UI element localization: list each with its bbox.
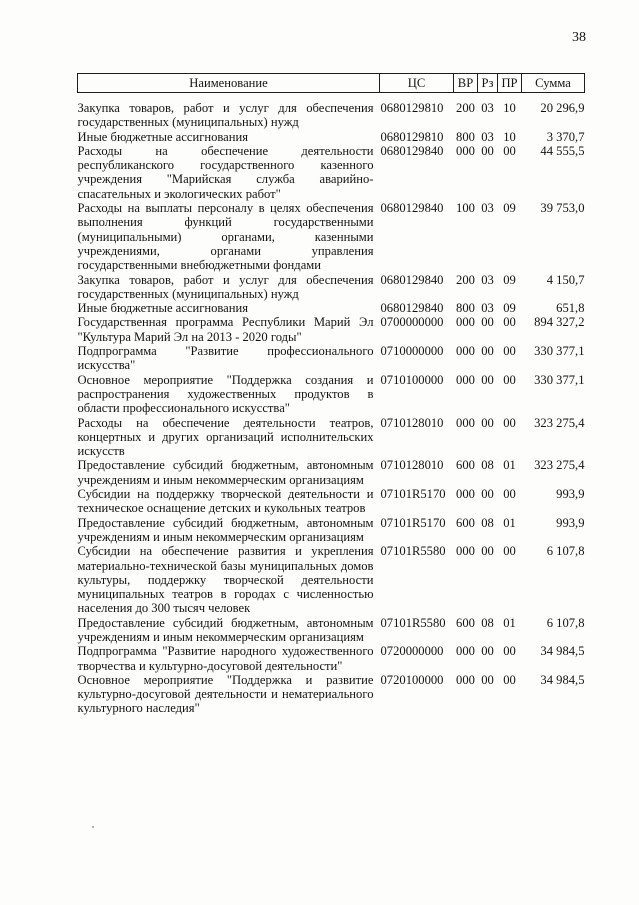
row-rz-code: 00	[481, 315, 494, 330]
row-sum: 323 275,4	[534, 458, 585, 473]
row-cs-code: 07101R5170	[380, 487, 446, 502]
row-pr-code: 01	[503, 515, 516, 530]
row-sum: 34 984,5	[540, 672, 585, 687]
row-cs-code: 0680129840	[380, 201, 444, 216]
row-rz-code: 03	[481, 301, 494, 316]
row-cs-code: 0680129840	[380, 143, 444, 158]
row-name: Закупка товаров, работ и услуг для обеспечения государственных (муниципальных) нужд	[77, 101, 374, 130]
row-sum: 330 377,1	[534, 372, 585, 387]
row-pr-code: 01	[503, 458, 516, 473]
row-name: Расходы на обеспечение деятельности театров, концертных и других организаций исполнительских искусств	[77, 415, 374, 459]
row-sum: 323 275,4	[534, 415, 585, 430]
table-row	[78, 201, 585, 272]
header-name: Наименование	[78, 74, 380, 93]
row-rz-code: 00	[481, 644, 494, 659]
row-pr-code: 00	[503, 415, 516, 430]
row-cs-code: 0710000000	[380, 344, 444, 359]
table-row	[78, 616, 585, 645]
row-vr-code: 800	[456, 129, 475, 144]
row-sum: 39 753,0	[540, 201, 585, 216]
row-vr-code: 000	[456, 372, 475, 387]
row-name: Подпрограмма "Развитие профессионального искусства"	[77, 344, 374, 373]
row-cs-code: 0680129840	[380, 272, 444, 287]
row-cs-code: 0720000000	[380, 644, 444, 659]
row-sum: 44 555,5	[540, 143, 585, 158]
row-name: Предоставление субсидий бюджетным, автономным учреждениям и иным некоммерческим организациям	[77, 515, 374, 544]
table-header-row	[78, 74, 585, 93]
row-name: Основное мероприятие "Поддержка и развитие культурно-досуговой деятельности и нематериального культурного наследия"	[77, 672, 374, 716]
table-row	[78, 130, 585, 144]
header-rz: Рз	[478, 74, 498, 93]
row-pr-code: 09	[503, 301, 516, 316]
page-number: 38	[572, 30, 586, 45]
row-name: Иные бюджетные ассигнования	[77, 301, 249, 316]
row-cs-code: 0680129810	[380, 129, 444, 144]
row-sum: 993,9	[556, 487, 585, 502]
row-name: Предоставление субсидий бюджетным, автономным учреждениям и иным некоммерческим организациям	[77, 615, 374, 644]
row-cs-code: 0710128010	[380, 415, 444, 430]
table-row	[78, 301, 585, 315]
row-vr-code: 600	[456, 458, 475, 473]
row-pr-code: 00	[503, 372, 516, 387]
row-vr-code: 000	[456, 672, 475, 687]
row-rz-code: 08	[481, 458, 494, 473]
row-vr-code: 800	[456, 301, 475, 316]
row-rz-code: 03	[481, 129, 494, 144]
row-cs-code: 07101R5580	[380, 544, 446, 559]
row-name: Субсидии на поддержку творческой деятельности и техническое оснащение детских и кукольных театров	[77, 487, 374, 516]
table-row	[78, 644, 585, 673]
table-row	[78, 416, 585, 459]
row-rz-code: 03	[481, 272, 494, 287]
row-name: Расходы на выплаты персоналу в целях обеспечения выполнения функций государственными (муниципальными) органами, казенными учреждениями, органами управления государственными внебюджетными фондами	[77, 201, 374, 273]
table-row	[78, 144, 585, 201]
row-vr-code: 200	[456, 272, 475, 287]
row-name: Закупка товаров, работ и услуг для обеспечения государственных (муниципальных) нужд	[77, 272, 374, 301]
row-pr-code: 09	[503, 201, 516, 216]
row-sum: 6 107,8	[546, 544, 585, 559]
row-pr-code: 00	[503, 672, 516, 687]
row-cs-code: 0680129840	[380, 301, 444, 316]
header-sum: Сумма	[522, 74, 585, 93]
row-vr-code: 000	[456, 644, 475, 659]
row-rz-code: 00	[481, 372, 494, 387]
row-cs-code: 07101R5170	[380, 515, 446, 530]
row-sum: 894 327,2	[534, 315, 585, 330]
row-rz-code: 03	[481, 201, 494, 216]
scan-artifact	[92, 826, 94, 828]
row-name: Расходы на обеспечение деятельности республиканского государственного казенного учреждения "Марийская служба аварийно-спасательных и экологических работ"	[77, 143, 374, 201]
row-sum: 34 984,5	[540, 644, 585, 659]
table-row	[78, 487, 585, 516]
table-row	[78, 373, 585, 416]
table-row	[78, 458, 585, 487]
row-pr-code: 10	[503, 129, 516, 144]
row-vr-code: 100	[456, 201, 475, 216]
row-sum: 993,9	[556, 515, 585, 530]
row-sum: 651,8	[556, 301, 585, 316]
row-cs-code: 0720100000	[380, 672, 444, 687]
row-pr-code: 00	[503, 143, 516, 158]
table-row	[78, 93, 585, 130]
row-name: Государственная программа Республики Марий Эл "Культура Марий Эл на 2013 - 2020 годы"	[77, 315, 374, 344]
table-row	[78, 516, 585, 545]
row-rz-code: 08	[481, 515, 494, 530]
row-cs-code: 0710100000	[380, 372, 444, 387]
row-rz-code: 00	[481, 415, 494, 430]
row-cs-code: 0700000000	[380, 315, 444, 330]
row-vr-code: 600	[456, 615, 475, 630]
row-rz-code: 00	[481, 544, 494, 559]
row-sum: 3 370,7	[546, 129, 585, 144]
budget-table	[77, 73, 585, 716]
row-pr-code: 00	[503, 644, 516, 659]
row-pr-code: 00	[503, 487, 516, 502]
row-sum: 4 150,7	[546, 272, 585, 287]
row-vr-code: 000	[456, 415, 475, 430]
header-cs: ЦС	[380, 74, 454, 93]
row-name: Иные бюджетные ассигнования	[77, 129, 249, 144]
row-cs-code: 07101R5580	[380, 615, 446, 630]
row-pr-code: 10	[503, 101, 516, 115]
row-name: Основное мероприятие "Поддержка создания и распространения художественных продуктов в области профессионального искусства"	[77, 372, 374, 416]
row-rz-code: 00	[481, 344, 494, 359]
row-vr-code: 000	[456, 344, 475, 359]
row-pr-code: 00	[503, 315, 516, 330]
row-rz-code: 00	[481, 143, 494, 158]
row-rz-code: 00	[481, 672, 494, 687]
row-name: Субсидии на обеспечение развития и укрепления материально-технической базы муниципальных домов культуры, поддержку творческой деятельности муниципальных театров в городах с численностью населения до 300 тысяч человек	[77, 544, 374, 616]
row-pr-code: 00	[503, 344, 516, 359]
row-vr-code: 000	[456, 487, 475, 502]
table-row	[78, 315, 585, 344]
row-sum: 20 296,9	[540, 101, 585, 115]
row-rz-code: 00	[481, 487, 494, 502]
table-row	[78, 344, 585, 373]
row-vr-code: 600	[456, 515, 475, 530]
row-rz-code: 08	[481, 615, 494, 630]
row-rz-code: 03	[481, 101, 494, 115]
row-vr-code: 000	[456, 315, 475, 330]
row-cs-code: 0710128010	[380, 458, 444, 473]
header-vr: ВР	[454, 74, 478, 93]
header-pr: ПР	[498, 74, 522, 93]
row-name: Подпрограмма "Развитие народного художественного творчества и культурно-досуговой деятельности"	[77, 644, 374, 673]
table-row	[78, 273, 585, 302]
row-vr-code: 000	[456, 544, 475, 559]
row-cs-code: 0680129810	[380, 101, 444, 115]
row-pr-code: 09	[503, 272, 516, 287]
row-pr-code: 01	[503, 615, 516, 630]
row-pr-code: 00	[503, 544, 516, 559]
row-vr-code: 200	[456, 101, 475, 115]
table-body	[78, 93, 585, 716]
row-vr-code: 000	[456, 143, 475, 158]
table-row	[78, 673, 585, 716]
row-sum: 330 377,1	[534, 344, 585, 359]
row-name: Предоставление субсидий бюджетным, автономным учреждениям и иным некоммерческим организациям	[77, 458, 374, 487]
table-row	[78, 544, 585, 615]
row-sum: 6 107,8	[546, 615, 585, 630]
